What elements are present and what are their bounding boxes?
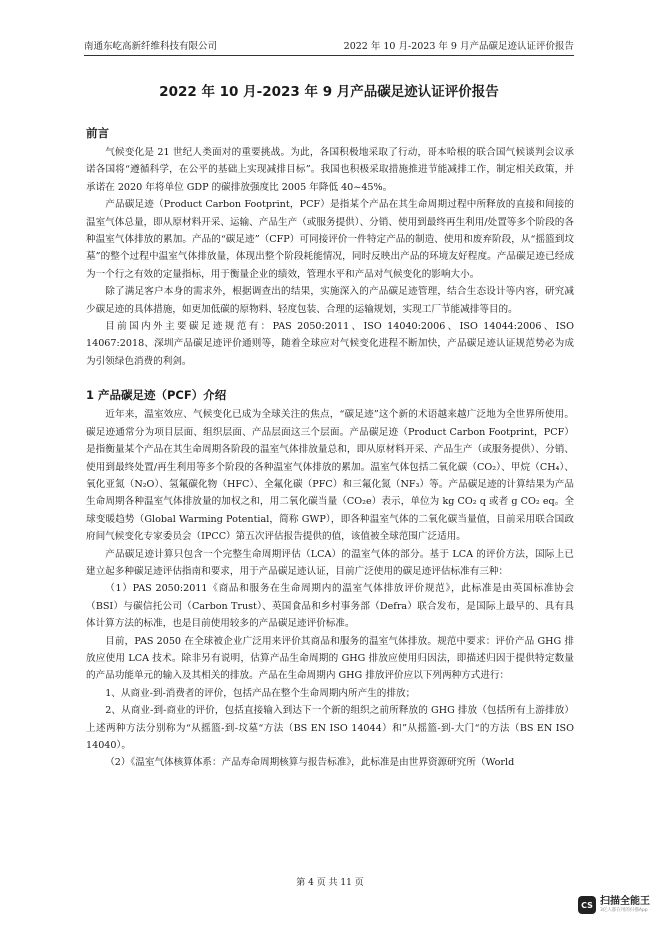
section1-list-item: 1、从商业-到-消费者的评价，包括产品在整个生命周期内所产生的排放； — [105, 687, 416, 699]
section1-list-item: 2、从商业-到-商业的评价，包括直接输入到达下一个新的组织之前所释放的 GHG 排放（包括所有上游排放）上述两种方法分别称为“从摇篮-到-坟墓“方法（BS EN ISO 14044）和”从摇篮-到-大门“的方法（BS EN ISO 14040）。 — [86, 705, 574, 751]
foreword-heading: 前言 — [86, 126, 109, 140]
document-title: 2022 年 10 月-2023 年 9 月产品碳足迹认证评价报告 — [159, 84, 499, 100]
foreword-paragraph: 气候变化是 21 世纪人类面对的重要挑战。为此，各国积极地采取了行动，哥本哈根的联合国气候谈判会议承诺各国将“遵循科学，在公平的基础上实现减排目标”。我国也积极采取措施推进节能减排工作，制定相关政策，并承诺在 2020 年将单位 GDP 的碳排放强度比 2005 年降低 40~45%。 — [86, 147, 574, 193]
section1-heading: 1 产品碳足迹（PCF）介绍 — [86, 388, 227, 403]
camscanner-logo-icon: CS — [578, 896, 596, 914]
header-report-title: 2022 年 10 月-2023 年 9 月产品碳足迹认证评价报告 — [343, 41, 574, 52]
document-body — [86, 124, 574, 772]
page-header — [84, 38, 574, 56]
page-number: 第 4 页 共 11 页 — [296, 878, 364, 888]
section1-paragraph: （1）PAS 2050:2011《商品和服务在生命周期内的温室气体排放评价规范》，此标准是由英国标准协会（BSI）与碳信托公司（Carbon Trust）、英国食品和乡村事务部（Defra）联合发布，是国际上最早的、具有具体计算方法的标准，也是目前使用较多的产品碳足迹评价标准。 — [86, 583, 574, 630]
section1-paragraph: （2）《温室气体核算体系：产品寿命周期核算与报告标准》，此标准是由世界资源研究所（World — [105, 757, 515, 769]
header-company: 南通东屹高新纤维科技有限公司 — [84, 41, 218, 52]
foreword-paragraph: 目前国内外主要碳足迹规范有：PAS 2050:2011、ISO 14040:2006、ISO 14044:2006、ISO 14067:2018、深圳产品碳足迹评价通则等，随着全球应对气候变化进程不断加快，产品碳足迹认证规范势必为成为引领绿色消费的利剑。 — [86, 321, 574, 367]
section1-paragraph: 目前，PAS 2050 在全球被企业广泛用来评价其商品和服务的温室气体排放。规范中要求：评价产品 GHG 排放应使用 LCA 技术。除非另有说明，估算产品生命周期的 GHG 排放应使用归因法，即描述归因于提供特定数量的产品功能单元的输入及其相关的排放。产品在生命周期内 GHG 排放评价应以下列两种方式进行： — [86, 635, 574, 682]
section1-paragraph: 产品碳足迹计算只包含一个完整生命周期评估（LCA）的温室气体的部分。基于 LCA 的评价方法，国际上已建立起多种碳足迹评估指南和要求，用于产品碳足迹认证，目前广泛使用的碳足迹评估标准有三种： — [86, 548, 574, 577]
foreword-paragraph: 除了满足客户本身的需求外，根据调查出的结果，实施深入的产品碳足迹管理，结合生态设计等内容，研究减少碳足迹的具体措施，如更加低碳的原物料、轻度包装、合理的运输规划，实现工厂节能减排等目的。 — [86, 286, 574, 315]
scanner-watermark — [578, 896, 650, 914]
section1-paragraph: 近年来，温室效应、气候变化已成为全球关注的焦点，“碳足迹”这个新的术语越来越广泛地为全世界所使用。碳足迹通常分为项目层面、组织层面、产品层面这三个层面。产品碳足迹（Product Carbon Footprint，PCF）是指衡量某个产品在其生命周期各阶段的温室气体排放量总和，即从原材料开采、产品生产（或服务提供）、分销、使用到最终处置/再生利用等多个阶段的各种温室气体排放的累加。温室气体包括二氧化碳（CO₂）、甲烷（CH₄）、氧化亚氮（N₂O）、氢氟碳化物（HFC）、全氟化碳（PFC）和三氟化氮（NF₃）等。产品碳足迹的计算结果为产品生命周期各种温室气体排放量的加权之和，用二氧化碳当量（CO₂e）表示，单位为 kg CO₂ q 或者 g CO₂ eq。全球变暖趋势（Global Warming Potential，简称 GWP），即各种温室气体的二氧化碳当量值，目前采用联合国政府间气候变化专家委员会（IPCC）第五次评估报告提供的值，该值被全球范围广泛适用。 — [86, 409, 574, 543]
watermark-tagline: 3亿人都在用的扫描App — [600, 908, 648, 913]
foreword-paragraph: 产品碳足迹（Product Carbon Footprint，PCF）是指某个产品在其生命周期过程中所释放的直接和间接的温室气体总量，即从原材料开采、运输、产品生产（或服务提供）、分销、使用到最终再生利用/处置等多个阶段的各种温室气体排放的累加。产品的“碳足迹”（CFP）可同接评价一件特定产品的制造、使用和废弃阶段，从“摇篮到坟墓”的整个过程中温室气体排放量，体现出整个阶段耗能情况，同时反映出产品的环境友好程度。产品碳足迹已经成为一个行之有效的定量指标，用于衡量企业的绩效，管理水平和产品对气候变化的影响大小。 — [86, 199, 574, 280]
watermark-app-name: 扫描全能王 — [600, 896, 650, 907]
